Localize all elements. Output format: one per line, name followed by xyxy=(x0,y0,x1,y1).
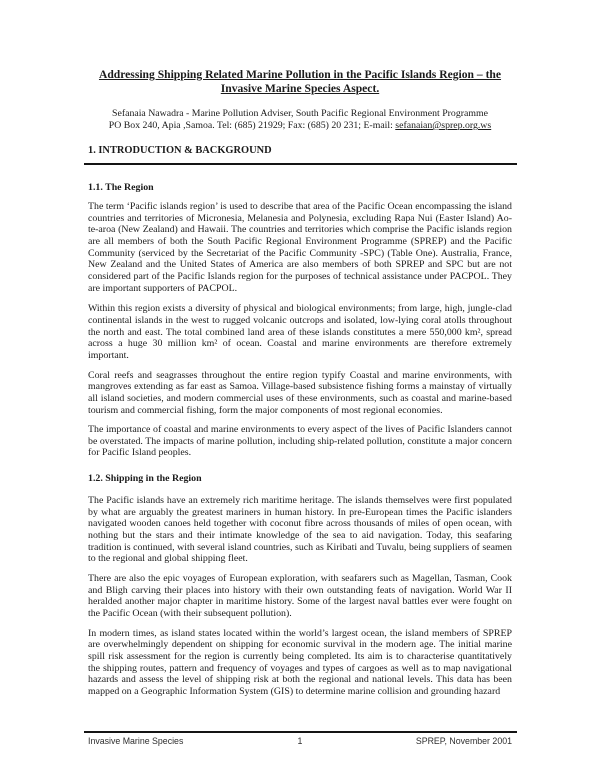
author-block xyxy=(88,108,512,132)
subsection-heading-the-region: 1.1. The Region xyxy=(88,182,154,193)
subsection-heading-shipping: 1.2. Shipping in the Region xyxy=(88,473,202,485)
document-title: Addressing Shipping Related Marine Pollution in the Pacific Islands Region – the Invasive Marine Species Aspect. xyxy=(98,68,502,95)
footer-running-title: Invasive Marine Species xyxy=(88,736,184,746)
footer-divider xyxy=(84,731,517,733)
contact-line: PO Box 240, Apia ,Samoa. Tel: (685) 21929; Fax: (685) 20 231; E-mail: xyxy=(108,120,396,131)
paragraph-shipping-2: There are also the epic voyages of European exploration, with seafarers such as Magellan, Tasman, Cook and Bligh carving their places into history with their own outstanding feats of navigation. World War II heralded another major chapter in maritime history. Some of the largest naval battles ever were fought on the Pacific Ocean (with their subsequent pollution). xyxy=(88,573,512,620)
paragraph-region-4: The importance of coastal and marine environments to every aspect of the lives of Pacific Islanders cannot be overstated. The impacts of marine pollution, including ship-related pollution, constitute a major concern for Pacific Island peoples. xyxy=(88,424,512,459)
page-footer xyxy=(88,731,512,746)
page-number: 1 xyxy=(297,736,303,746)
footer-date: SPREP, November 2001 xyxy=(415,736,512,746)
email-link[interactable]: sefanaian@sprep.org.ws xyxy=(395,120,492,131)
author-line: Sefanaia Nawadra - Marine Pollution Adviser, South Pacific Regional Environment Programme xyxy=(112,108,488,119)
paragraph-region-2: Within this region exists a diversity of physical and biological environments; from large, high, jungle-clad continental islands in the west to rugged volcanic outcrops and isolated, low-lying coral atolls throughout the north and east. The total combined land area of these islands constitutes a mere 550,000 km², spread across a huge 30 million km² of ocean. Coastal and marine environments are therefore extremely important. xyxy=(88,303,512,361)
paragraph-shipping-3: In modern times, as island states located within the world’s largest ocean, the island members of SPREP are overwhelmingly dependent on shipping for economic survival in the modern age. The initial marine spill risk assessment for the region is currently being completed. Its aim is to characterise quantitatively the shipping routes, pattern and frequency of voyages and types of cargoes as well as to map navigational hazards and assess the level of shipping risk at both the regional and national levels. This data has been mapped on a Geographic Information System (GIS) to determine marine collision and grounding hazard xyxy=(88,627,512,697)
section-heading-introduction: 1. INTRODUCTION & BACKGROUND xyxy=(88,145,272,156)
paragraph-region-1: The term ‘Pacific islands region’ is used to describe that area of the Pacific Ocean encompassing the island countries and territories of Micronesia, Melanesia and Polynesia, excluding Rapa Nui (Easter Island) Ao-te-aroa (New Zealand) and Hawaii. The countries and territories which comprise the Pacific islands region are all members of both the South Pacific Regional Environment Programme (SPREP) and the Pacific Community (serviced by the Secretariat of the Pacific Community -SPC) (Table One). Australia, France, New Zealand and the United States of America are also members of both SPREP and SPC but are not considered part of the Pacific Islands region for the purposes of technical assistance under PACPOL. They are important supporters of PACPOL. xyxy=(88,201,512,294)
section-divider xyxy=(84,163,517,165)
paragraph-region-3: Coral reefs and seagrasses throughout the entire region typify Coastal and marine environments, with mangroves extending as far east as Samoa. Village-based subsistence fishing forms a mainstay of virtually all island societies, and modern commercial uses of these environments, such as coastal and marine-based tourism and commercial fishing, form the major components of most regional economies. xyxy=(88,369,512,416)
paragraph-shipping-1: The Pacific islands have an extremely rich maritime heritage. The islands themselves were first populated by what are arguably the greatest mariners in human history. In pre-European times the Pacific islanders navigated wooden canoes held together with coconut fibre across thousands of miles of open ocean, with nothing but the stars and their intimate knowledge of the sea to aid navigation. Today, this seafaring tradition is continued, with several island countries, such as Kiribati and Tuvalu, being suppliers of seamen to the regional and global shipping fleet. xyxy=(88,495,512,565)
footer-row xyxy=(88,736,512,746)
